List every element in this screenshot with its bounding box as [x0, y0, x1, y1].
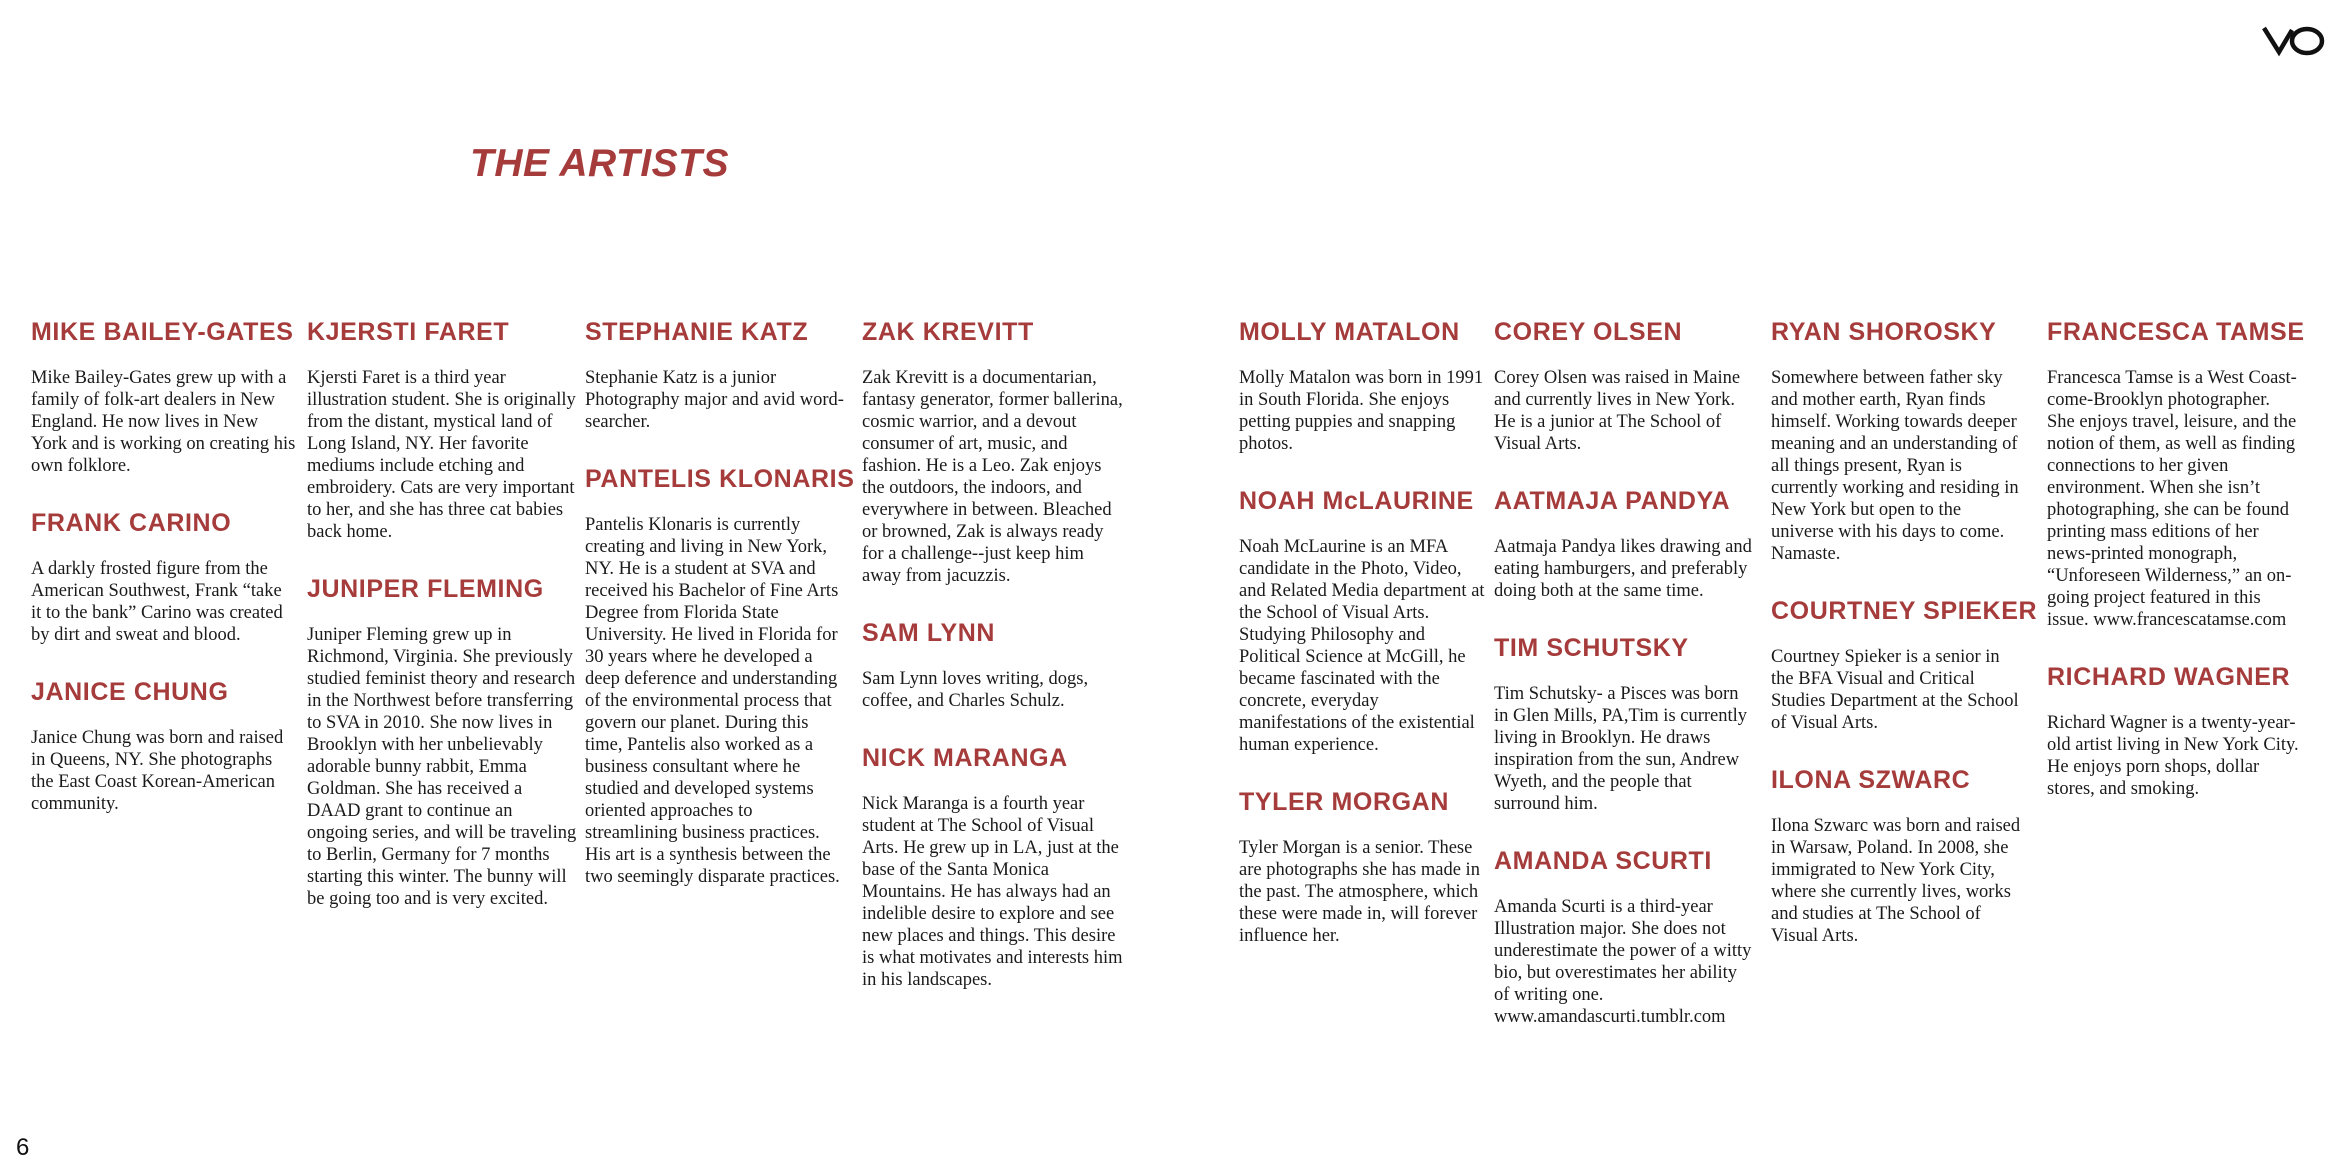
artist-name: FRANK CARINO: [31, 509, 232, 537]
artist-entry: [2047, 318, 2305, 631]
artist-bio: Molly Matalon was born in 1991 in South Florida. She enjoys petting puppies and snapping photos.: [1239, 368, 1484, 454]
artist-entry: [1494, 847, 1756, 1028]
artist-name: COREY OLSEN: [1494, 318, 1683, 346]
artist-name: RICHARD WAGNER: [2047, 663, 2291, 691]
artist-entry: [862, 744, 1124, 991]
artist-bio: Richard Wagner is a twenty-year-old artist living in New York City. He enjoys porn shops, dollar stores, and smoking.: [2047, 713, 2299, 799]
artist-bio: Ilona Szwarc was born and raised in Warsaw, Poland. In 2008, she immigrated to New York City, where she currently lives, works and studies at The School of Visual Arts.: [1771, 816, 2021, 946]
artist-column-1: [31, 318, 296, 847]
artist-entry: [307, 318, 577, 543]
artist-entry: [585, 318, 847, 433]
artist-bio: Janice Chung was born and raised in Queens, NY. She photographs the East Coast Korean-American community.: [31, 728, 284, 814]
artist-column-6: [1494, 318, 1756, 1060]
artist-entry: [1494, 318, 1756, 455]
artist-bio: Amanda Scurti is a third-year Illustration major. She does not underestimate the power of a witty bio, but overestimates her ability of writing one. www.amandascurti.tumblr.com: [1494, 897, 1752, 1027]
artist-name: AMANDA SCURTI: [1494, 847, 1712, 875]
artist-name: JUNIPER FLEMING: [307, 575, 544, 603]
artist-bio: Courtney Spieker is a senior in the BFA Visual and Critical Studies Department at the School of Visual Arts.: [1771, 647, 2019, 733]
artist-bio: Zak Krevitt is a documentarian, fantasy generator, former ballerina, cosmic warrior, and a devout consumer of art, music, and fashion. He is a Leo. Zak enjoys the outdoors, the indoors, and everywhere in between. Bleached or browned, Zak is always ready for a challenge--just keep him away from jacuzzis.: [862, 368, 1123, 586]
artist-bio: Stephanie Katz is a junior Photography major and avid word-searcher.: [585, 368, 844, 432]
artist-entry: [1771, 597, 2038, 734]
artist-name: SAM LYNN: [862, 619, 996, 647]
artist-entry: [2047, 663, 2302, 800]
artist-entry: [31, 678, 296, 815]
artist-bio: Tyler Morgan is a senior. These are photographs she has made in the past. The atmosphere, which these were made in, will forever influence her.: [1239, 838, 1480, 946]
artist-bio: Kjersti Faret is a third year illustration student. She is originally from the distant, mystical land of Long Island, NY. Her favorite mediums include etching and embroidery. Cats are very important to her, and she has three cat babies back home.: [307, 368, 576, 542]
artist-name: TYLER MORGAN: [1239, 788, 1449, 816]
artist-name: ZAK KREVITT: [862, 318, 1034, 346]
artist-bio: Francesca Tamse is a West Coast-come-Brooklyn photographer. She enjoys travel, leisure, and the notion of them, as well as finding connections to her given environment. When she isn’t photographing, she can be found printing mass editions of her news-printed monograph, “Unforeseen Wilderness,” an on-going project featured in this issue. www.francescatamse.com: [2047, 368, 2297, 630]
artist-entry: [1239, 318, 1489, 455]
artist-entry: [585, 465, 855, 888]
artist-bio: Juniper Fleming grew up in Richmond, Virginia. She previously studied feminist theory and research in the Northwest before transferring to SVA in 2010. She now lives in Brooklyn with her unbelievably adorable bunny rabbit, Emma Goldman. She has received a DAAD grant to continue an ongoing series, and will be traveling to Berlin, Germany for 7 months starting this winter. The bunny will be going too and is very excited.: [307, 625, 577, 909]
artist-entry: [31, 509, 296, 646]
artist-entry: [1494, 634, 1756, 815]
artist-bio: Pantelis Klonaris is currently creating and living in New York, NY. He is a student at SVA and received his Bachelor of Fine Arts Degree from Florida State University. He lived in Florida for 30 years where he developed a deep deference and understanding of the environmental process that govern our planet. During this time, Pantelis also worked as a business consultant where he studied and developed systems oriented approaches to streamlining business practices. His art is a synthesis between the two seemingly disparate practices.: [585, 515, 840, 887]
page-number: 6: [16, 1134, 30, 1161]
artist-name: PANTELIS KLONARIS: [585, 465, 855, 493]
artist-column-2: [307, 318, 577, 942]
artist-column-4: [862, 318, 1124, 1023]
artist-name: ILONA SZWARC: [1771, 766, 1971, 794]
artist-column-3: [585, 318, 855, 920]
artist-bio: Sam Lynn loves writing, dogs, coffee, and Charles Schulz.: [862, 669, 1089, 711]
artist-name: NOAH McLAURINE: [1239, 487, 1474, 515]
artist-name: JANICE CHUNG: [31, 678, 229, 706]
artist-bio: Aatmaja Pandya likes drawing and eating hamburgers, and preferably doing both at the same time.: [1494, 537, 1752, 601]
artist-bio: Nick Maranga is a fourth year student at The School of Visual Arts. He grew up in LA, just at the base of the Santa Monica Mountains. He has always had an indelible desire to explore and see new places and things. This desire is what motivates and interests him in his landscapes.: [862, 794, 1123, 990]
artist-bio: Tim Schutsky- a Pisces was born in Glen Mills, PA,Tim is currently living in Brooklyn. He draws inspiration from the sun, Andrew Wyeth, and the people that surround him.: [1494, 684, 1748, 814]
artist-name: FRANCESCA TAMSE: [2047, 318, 2305, 346]
artist-name: AATMAJA PANDYA: [1494, 487, 1731, 515]
artist-bio: Corey Olsen was raised in Maine and currently lives in New York. He is a junior at The School of Visual Arts.: [1494, 368, 1741, 454]
artist-entry: [1494, 487, 1756, 602]
artist-name: COURTNEY SPIEKER: [1771, 597, 2038, 625]
artist-entry: [307, 575, 577, 910]
page-title: THE ARTISTS: [470, 142, 730, 185]
artist-name: KJERSTI FARET: [307, 318, 510, 346]
artist-bio: Mike Bailey-Gates grew up with a family of folk-art dealers in New England. He now lives in New York and is working on creating his own folklore.: [31, 368, 296, 476]
artist-entry: [862, 318, 1124, 587]
artist-name: MOLLY MATALON: [1239, 318, 1460, 346]
artist-bio: Somewhere between father sky and mother earth, Ryan finds himself. Working towards deeper meaning and an understanding of all things present, Ryan is currently working and residing in New York but open to the universe with his days to come. Namaste.: [1771, 368, 2019, 564]
artist-entry: [1771, 766, 2026, 947]
artist-entry: [862, 619, 1124, 712]
artist-column-8: [2047, 318, 2305, 832]
artist-bio: Noah McLaurine is an MFA candidate in the Photo, Video, and Related Media department at the School of Visual Arts. Studying Philosophy and Political Science at McGill, he became fascinated with the concrete, everyday manifestations of the existential human experience.: [1239, 537, 1485, 755]
vo-logo-icon: [2262, 22, 2326, 58]
artist-entry: [1239, 788, 1489, 947]
artist-name: MIKE BAILEY-GATES: [31, 318, 294, 346]
artist-name: STEPHANIE KATZ: [585, 318, 809, 346]
artist-column-5: [1239, 318, 1489, 979]
artist-bio: A darkly frosted figure from the American Southwest, Frank “take it to the bank” Carino was created by dirt and sweat and blood.: [31, 559, 283, 645]
artist-entry: [1771, 318, 2026, 565]
artist-name: RYAN SHOROSKY: [1771, 318, 1997, 346]
artist-entry: [31, 318, 296, 477]
artist-name: TIM SCHUTSKY: [1494, 634, 1689, 662]
artist-name: NICK MARANGA: [862, 744, 1068, 772]
artist-column-7: [1771, 318, 2038, 979]
artist-entry: [1239, 487, 1489, 756]
